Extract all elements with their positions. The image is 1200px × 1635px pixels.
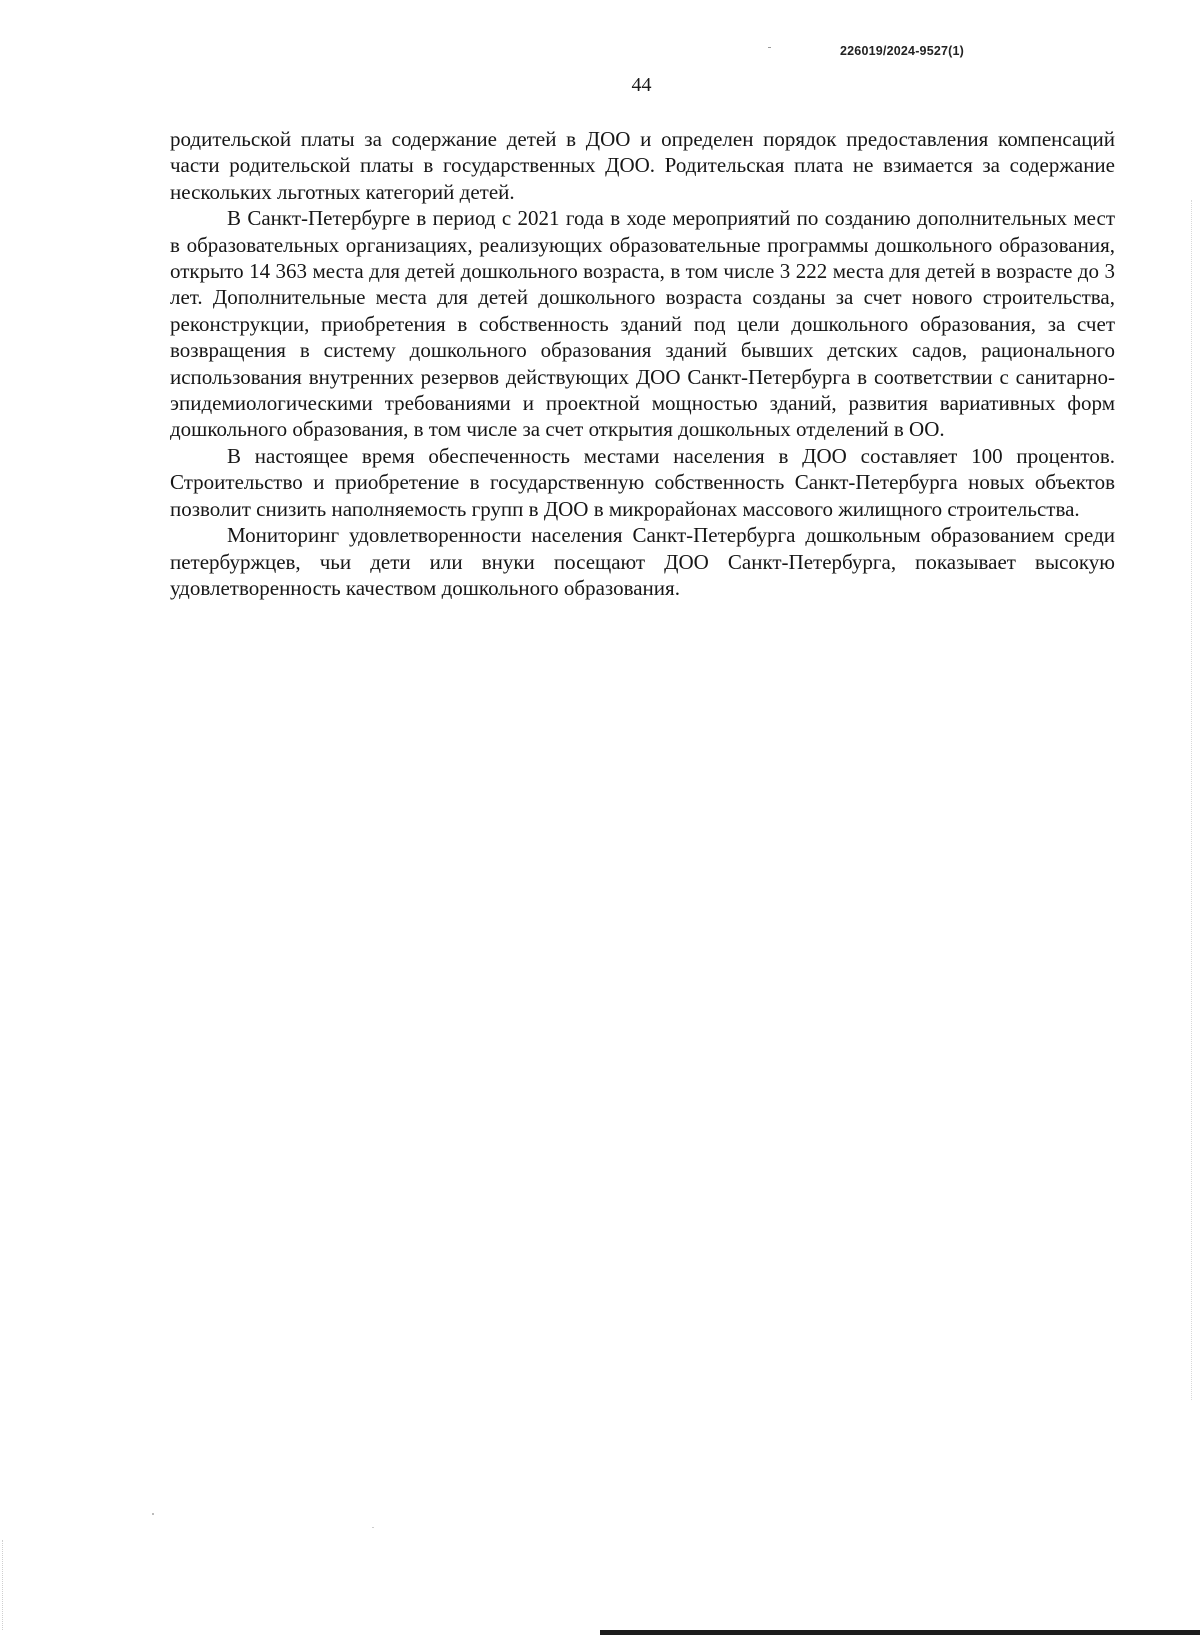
paragraph-additional-places: В Санкт-Петербурге в период с 2021 года в ходе мероприятий по созданию дополнительных мест в образовательных организациях, реализующих образовательные программы дошкольного образования, открыто 14 363 места для детей дошкольного возраста, в том числе 3 222 места для детей в возрасте до 3 лет. Дополнительные места для детей дошкольного возраста созданы за счет нового строительства, реконструкции, приобретения в собственность зданий под цели дошкольного образования, за счет возвращения в систему дошкольного образования зданий бывших детских садов, рационального использования внутренних резервов действующих ДОО Санкт-Петербурга в соответствии с санитарно-эпидемиологическими требованиями и проектной мощностью зданий, развития вариативных форм дошкольного образования, в том числе за счет открытия дошкольных отделений в ОО.	[170, 206, 1115, 442]
scan-edge	[600, 1630, 1200, 1635]
paragraph-parental-fee: родительской платы за содержание детей в ДОО и определен порядок предоставления компенсаций части родительской платы в государственных ДОО. Родительская плата не взимается за содержание нескольких льготных категорий детей.	[170, 127, 1115, 204]
page-number: 44	[631, 74, 652, 96]
document-body	[170, 126, 1115, 601]
scan-artifact	[152, 1513, 154, 1515]
scan-edge	[1190, 200, 1192, 1400]
paragraph-provision-rate: В настоящее время обеспеченность местами населения в ДОО составляет 100 процентов. Строительство и приобретение в государственную собственность Санкт-Петербурга новых объектов позволит снизить наполняемость групп в ДОО в микрорайонах массового жилищного строительства.	[170, 443, 1115, 521]
scan-edge	[2, 1540, 4, 1630]
paragraph-satisfaction-monitoring: Мониторинг удовлетворенности населения Санкт-Петербурга дошкольным образованием среди петербуржцев, чьи дети или внуки посещают ДОО Санкт-Петербурга, показывает высокую удовлетворенность качеством дошкольного образования.	[170, 523, 1115, 600]
document-registration-number: 226019/2024-9527(1)	[840, 44, 965, 58]
scan-artifact	[372, 1527, 374, 1528]
scan-artifact	[768, 47, 771, 48]
